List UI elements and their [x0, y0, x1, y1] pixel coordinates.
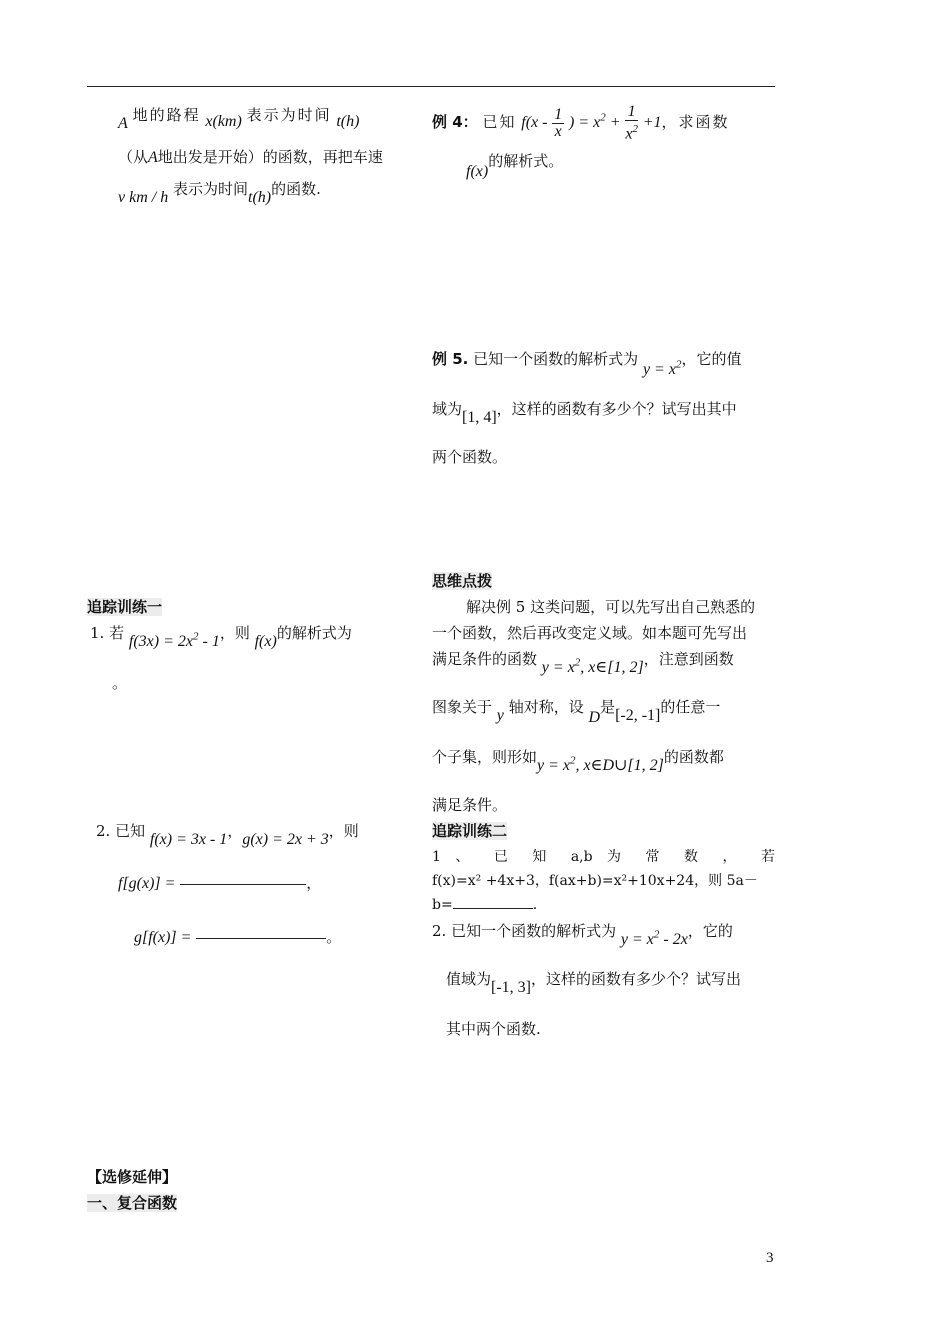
example-4-line-1: 例 4： 已知 f(x - $\frac{1}{x}$ ) = $x^2$ + $\frac{1}{x^2}$ +1，求函数: [432, 103, 730, 143]
hint-line-5: 个子集，则形如$y = x^2$, x∈D∪[1, 2]的函数都: [432, 748, 724, 774]
exercise-2-title: 追踪训练二: [432, 822, 508, 840]
left-line-3: v km / h 表示为时间t(h)的函数.: [118, 180, 321, 206]
example-4-line-2: f(x)的解析式。: [466, 152, 564, 180]
exercise-2-q1-line-1: 1 、 已 知 a,b 为 常 数 ， 若: [432, 849, 775, 865]
exercise-1-title: 追踪训练一: [87, 598, 163, 616]
hint-title: 思维点拨: [432, 572, 493, 590]
exercise-1-q2: 2. 已知 f(x) = 3x - 1，g(x) = 2x + 3，则: [96, 822, 359, 848]
exercise-2-q2-line-3: 其中两个函数.: [446, 1020, 541, 1038]
left-line-2: （从A地出发是开始）的函数，再把车速: [118, 148, 383, 166]
subsection-heading: 一、复合函数: [87, 1194, 178, 1212]
exercise-1-q1-end: 。: [112, 674, 128, 692]
answer-blank-gf[interactable]: [196, 938, 326, 939]
page-number: 3: [766, 1250, 774, 1266]
exercise-2-q2-line-1: 2. 已知一个函数的解析式为 $y = x^2 - 2x$，它的: [432, 922, 733, 948]
hint-line-2: 一个函数，然后再改变定义域。如本题可先写出: [432, 624, 748, 642]
exercise-2-q2-line-2: 值域为[-1, 3]，这样的函数有多少个？试写出: [446, 970, 742, 996]
exercise-1-q2-gf: g[f(x)] = 。: [134, 928, 342, 946]
hint-line-4: 图象关于 y 轴对称，设 D是[-2, -1]的任意一: [432, 698, 721, 726]
example-5-line-3: 两个函数。: [432, 448, 508, 466]
hint-line-6: 满足条件。: [432, 796, 508, 814]
exercise-1-q2-fg: f[g(x)] = ，: [118, 874, 322, 892]
exercise-1-q1: 1. 若 $f(3x) = 2x^2 - 1$，则 f(x)的解析式为: [90, 624, 352, 650]
exercise-2-q1-line-2: f(x)=x² +4x+3，f(ax+b)=x²+10x+24，则 5a－: [432, 873, 758, 889]
hint-line-1: 解决例 5 这类问题，可以先写出自己熟悉的: [466, 598, 756, 616]
exercise-2-q1-line-3: b= .: [432, 894, 537, 913]
example-5-line-2: 域为[1, 4]，这样的函数有多少个？试写出其中: [432, 400, 737, 426]
fraction-1-over-x: $\frac{1}{x}$: [554, 105, 563, 140]
left-line-1: A 地的路程 x(km) 表示为时间 t(h): [118, 106, 360, 132]
fraction-1-over-x-squared: $\frac{1}{x^2}$: [625, 103, 638, 143]
example-5-line-1: 例 5. 已知一个函数的解析式为 $y = x^2$，它的值: [432, 350, 742, 378]
answer-blank-5a-b[interactable]: [453, 894, 533, 909]
hint-line-3: 满足条件的函数 $y = x^2$, x∈[1, 2]，注意到函数: [432, 650, 734, 676]
answer-blank-fg[interactable]: [180, 884, 306, 885]
section-heading: 【选修延伸】: [87, 1168, 178, 1186]
header-rule: [87, 86, 775, 87]
